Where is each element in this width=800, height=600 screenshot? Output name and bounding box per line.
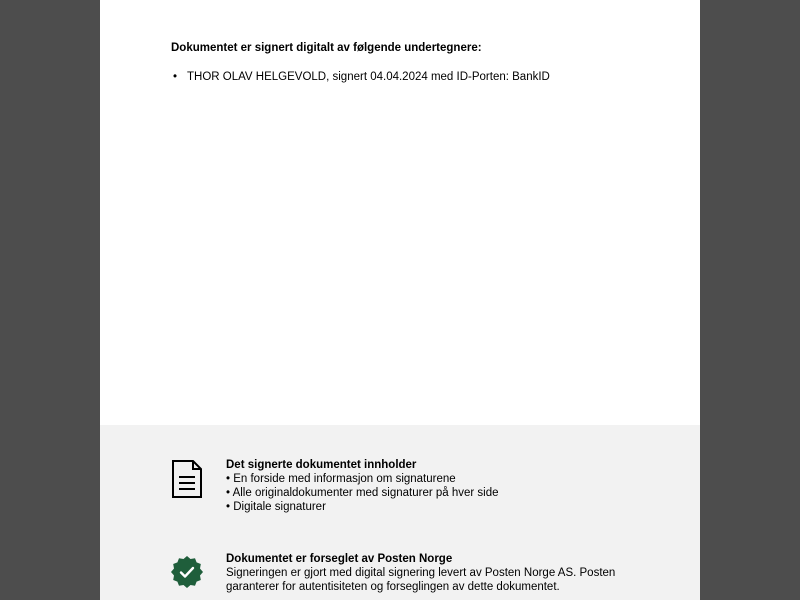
bullet: • bbox=[173, 71, 178, 83]
signer-item bbox=[171, 70, 550, 84]
contents-item: • Digitale signaturer bbox=[226, 501, 326, 513]
contents-item: • En forside med informasjon om signaturene bbox=[226, 473, 456, 485]
contents-item: • Alle originaldokumenter med signaturer på hver side bbox=[226, 487, 499, 499]
verified-seal-icon bbox=[170, 555, 204, 589]
signers-list bbox=[171, 70, 550, 84]
seal-text-line: Signeringen er gjort med digital signering levert av Posten Norge AS. Posten bbox=[226, 567, 616, 579]
document-icon bbox=[170, 459, 204, 499]
contents-info bbox=[226, 458, 499, 514]
seal-title: Dokumentet er forseglet av Posten Norge bbox=[226, 553, 453, 565]
seal-text-line: garanterer for autentisiteten og forseglingen av dette dokumentet. bbox=[226, 581, 560, 593]
signers-heading: Dokumentet er signert digitalt av følgende undertegnere: bbox=[171, 42, 482, 54]
signer-text: THOR OLAV HELGEVOLD, signert 04.04.2024 med ID-Porten: BankID bbox=[187, 71, 550, 83]
document-page bbox=[100, 0, 700, 600]
seal-info bbox=[226, 552, 626, 594]
contents-title: Det signerte dokumentet innholder bbox=[226, 459, 417, 471]
footer-panel bbox=[100, 425, 700, 600]
